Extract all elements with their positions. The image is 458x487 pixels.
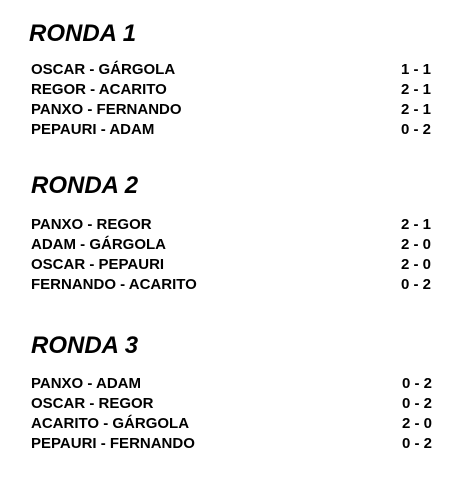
match-row [31,80,431,100]
match-score: 1 - 1 [400,61,431,78]
match-score: 2 - 1 [400,101,431,118]
match-row [31,215,431,235]
match-row [31,374,432,394]
match-score: 0 - 2 [401,375,432,392]
match-pairing: OSCAR - PEPAURI [31,256,165,273]
match-pairing: PANXO - FERNANDO [31,101,182,118]
match-row [31,434,432,454]
match-score: 2 - 1 [400,81,431,98]
match-row [31,275,431,295]
match-pairing: PANXO - ADAM [31,375,141,392]
match-pairing: PEPAURI - ADAM [31,121,155,138]
round-title: RONDA 2 [31,172,139,199]
match-score: 0 - 2 [400,276,431,293]
match-score: 0 - 2 [401,395,432,412]
match-row [31,60,431,80]
round-title: RONDA 1 [29,20,137,47]
match-score: 2 - 1 [400,216,431,233]
match-score: 2 - 0 [401,415,432,432]
match-score: 2 - 0 [400,236,431,253]
match-pairing: ADAM - GÁRGOLA [31,236,166,253]
match-score: 0 - 2 [401,435,432,452]
match-row [31,414,432,434]
match-row [31,120,431,140]
match-pairing: OSCAR - REGOR [31,395,154,412]
match-pairing: FERNANDO - ACARITO [31,276,197,293]
match-pairing: REGOR - ACARITO [31,81,167,98]
match-row [31,394,432,414]
match-row [31,100,431,120]
match-pairing: ACARITO - GÁRGOLA [31,415,190,432]
round-title: RONDA 3 [31,332,139,359]
match-pairing: PANXO - REGOR [31,216,152,233]
match-pairing: OSCAR - GÁRGOLA [31,61,176,78]
match-row [31,235,431,255]
match-pairing: PEPAURI - FERNANDO [31,435,195,452]
match-score: 2 - 0 [400,256,431,273]
match-row [31,255,431,275]
match-score: 0 - 2 [400,121,431,138]
